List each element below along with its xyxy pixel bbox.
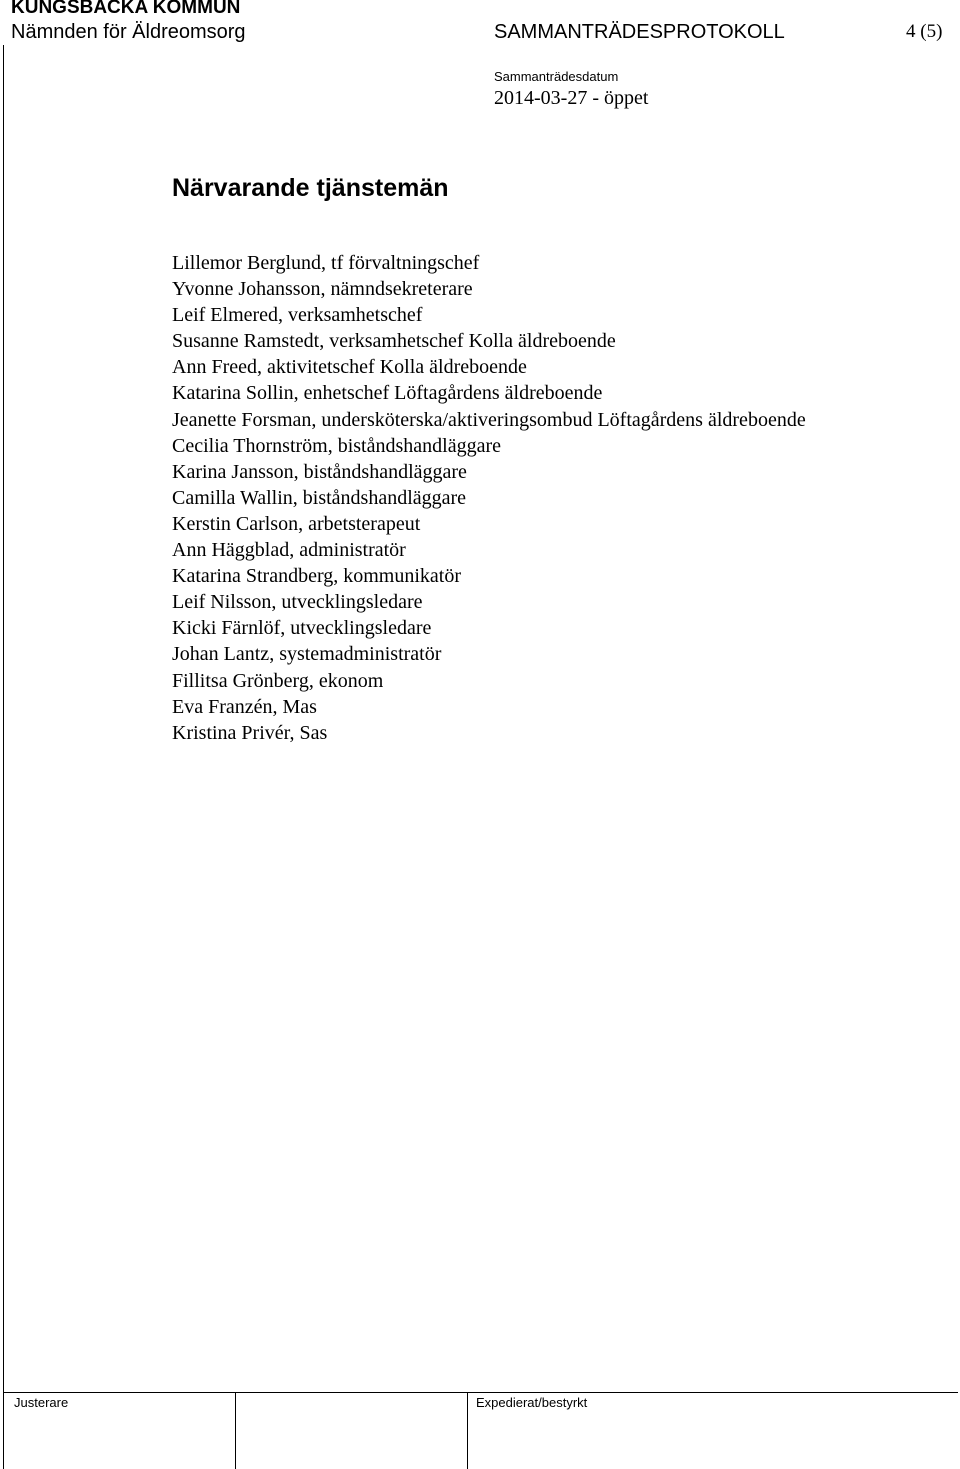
- attendee-item: Karina Jansson, biståndshandläggare: [172, 460, 467, 483]
- attendee-item: Johan Lantz, systemadministratör: [172, 643, 442, 666]
- attendee-item: Eva Franzén, Mas: [172, 695, 317, 718]
- attendee-list: [172, 250, 806, 746]
- attendee-item: Yvonne Johansson, nämndsekreterare: [172, 278, 473, 301]
- footer-divider-2: [467, 1392, 468, 1469]
- attendee-item: Leif Elmered, verksamhetschef: [172, 304, 423, 327]
- attendee-item: Kerstin Carlson, arbetsterapeut: [172, 512, 421, 535]
- dispatched-label: Expedierat/bestyrkt: [476, 1395, 588, 1410]
- attendee-item: Fillitsa Grönberg, ekonom: [172, 669, 384, 692]
- attendee-item: Leif Nilsson, utvecklingsledare: [172, 591, 423, 614]
- attendee-item: Kicki Färnlöf, utvecklingsledare: [172, 617, 432, 640]
- attendee-item: Kristina Privér, Sas: [172, 721, 328, 744]
- left-margin-rule: [3, 45, 4, 1469]
- attendee-item: Katarina Strandberg, kommunikatör: [172, 565, 462, 588]
- attendee-item: Jeanette Forsman, undersköterska/aktiveringsombud Löftagårdens äldreboende: [172, 408, 806, 431]
- reviewers-label: Justerare: [14, 1395, 69, 1410]
- organization-name: KUNGSBACKA KOMMUN: [11, 0, 241, 18]
- attendee-item: Ann Freed, aktivitetschef Kolla äldreboende: [172, 356, 527, 379]
- meeting-date-value: 2014-03-27 - öppet: [494, 87, 649, 109]
- attendee-item: Lillemor Berglund, tf förvaltningschef: [172, 252, 480, 274]
- attendee-item: Camilla Wallin, biståndshandläggare: [172, 486, 467, 509]
- footer-top-rule: [3, 1392, 958, 1393]
- attendee-item: Ann Häggblad, administratör: [172, 539, 406, 562]
- committee-name: Nämnden för Äldreomsorg: [11, 21, 246, 43]
- attendee-item: Susanne Ramstedt, verksamhetschef Kolla äldreboende: [172, 330, 616, 353]
- meeting-date-label: Sammanträdesdatum: [494, 69, 619, 84]
- document-type: SAMMANTRÄDESPROTOKOLL: [494, 21, 785, 43]
- attendee-item: Cecilia Thornström, biståndshandläggare: [172, 434, 501, 457]
- footer-divider-1: [235, 1392, 236, 1469]
- attendee-item: Katarina Sollin, enhetschef Löftagårdens äldreboende: [172, 382, 603, 405]
- section-title: Närvarande tjänstemän: [172, 174, 449, 202]
- page-number: 4 (5): [906, 21, 943, 42]
